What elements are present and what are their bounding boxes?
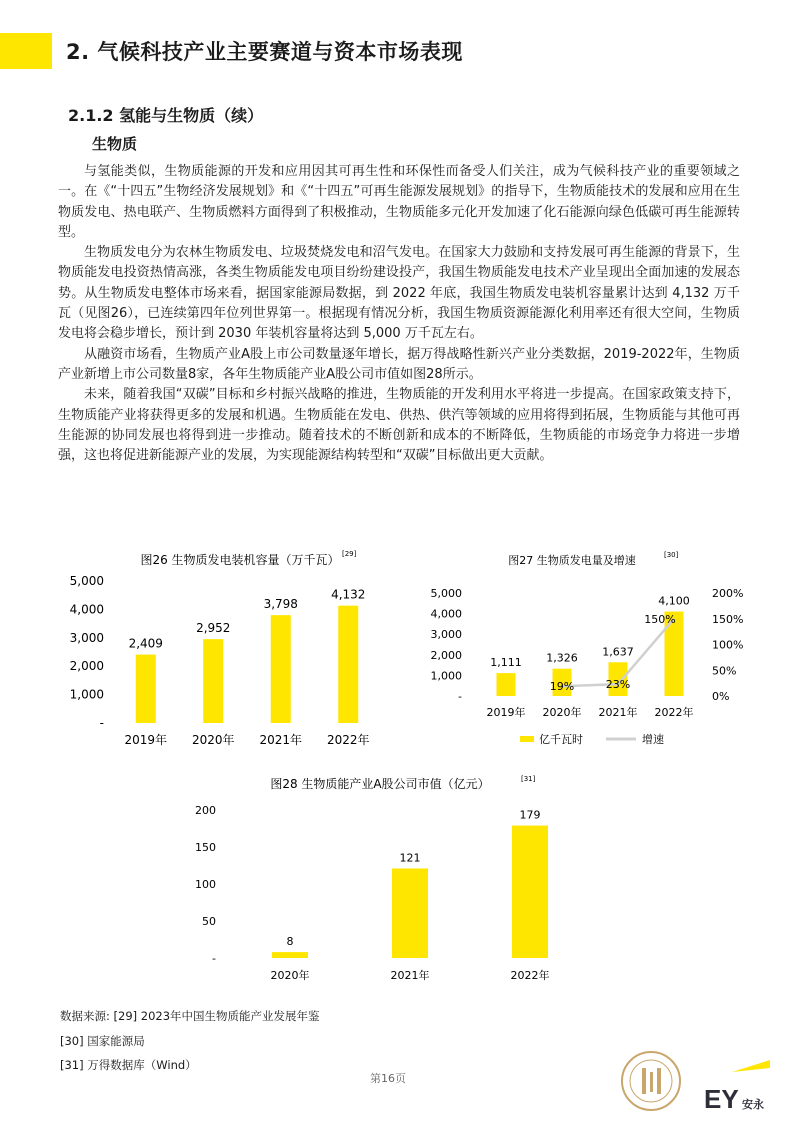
source-note: 数据来源: [29] 2023年中国生物质能产业发展年鉴 [60,1009,320,1023]
y-tick-label: 1,000 [69,687,104,702]
x-tick-label: 2022年 [510,969,550,982]
bar-value-label: 4,132 [331,587,366,602]
y-tick-label: 2,000 [69,659,104,674]
x-tick-label: 2020年 [270,969,310,982]
section-title: 2.1.2 氢能与生物质（续） [68,106,264,125]
chart-ref: [30] [664,551,679,559]
bar-value-label: 3,798 [263,597,298,612]
bar-value-label: 179 [519,808,541,822]
bar-value-label: 1,111 [490,656,522,670]
x-tick-label: 2020年 [542,706,582,719]
bar-value-label: 1,637 [602,645,634,659]
chart-title: 图27 生物质发电量及增速 [508,554,636,567]
y-tick-label: - [458,690,462,703]
bar-value-label: 121 [399,851,421,865]
svg-text:安永: 安永 [742,1098,764,1111]
paragraph: 生物质发电分为农林生物质发电、垃圾焚烧发电和沼气发电。在国家大力鼓励和支持发展可再生能源的背景下，生物质能发电投资热情高涨，各类生物质能发电项目纷纷建设投产，我国生物质能发电技术产业呈现出全面加速的发展态势。从生物质发电整体市场来看，据国家能源局数据，到 2022 年底，我国生物质发电装机容量累计达到 4,132 万千瓦（见图26），已连续第四年位列世界第一。根据现有情况分析，我国生物质资源能源化利用率还有很大空间，生物质发电将会稳步增长，预计到 2030 年装机容量将达到 5,000 万千瓦左右。 [58,245,740,342]
growth-value-label: 23% [605,678,631,692]
bar [497,673,516,696]
y2-tick-label: 50% [712,664,737,678]
institute-seal-logo [620,1050,682,1112]
svg-text:EY: EY [704,1084,739,1114]
x-tick-label: 2021年 [259,733,303,747]
chart-fig26 [60,540,400,755]
source-note: [31] 万得数据库（Wind） [60,1058,197,1072]
legend-label: 增速 [642,733,664,746]
y-tick-label: 3,000 [430,628,462,642]
x-tick-label: 2022年 [654,706,694,719]
y-tick-label: 4,000 [430,607,462,621]
paragraph: 未来，随着我国“双碳”目标和乡村振兴战略的推进，生物质能的开发利用水平将进一步提高。在国家政策支持下，生物质能产业将获得更多的发展和机遇。生物质能在发电、供热、供汽等领域的应用将得到拓展，生物质能与其他可再生能源的协同发展也将得到进一步推动。随着技术的不断创新和成本的不断降低，生物质能的市场竞争力将进一步增强，这也将促进新能源产业的发展，为实现能源结构转型和“双碳”目标做出更大贡献。 [58,387,740,464]
y-tick-label: 100 [195,878,216,891]
growth-value-label: 150% [644,612,676,626]
bar-value-label: 4,100 [658,594,690,608]
y-tick-label: 5,000 [69,574,104,588]
x-tick-label: 2019年 [486,706,526,719]
x-tick-label: 2020年 [191,733,235,747]
y-tick-label: 200 [195,804,216,817]
bar [512,826,548,958]
y-tick-label: 2,000 [430,648,462,662]
x-tick-label: 2019年 [124,733,168,747]
chart-ref: [31] [521,775,536,783]
body-text [58,162,740,466]
bar-value-label: 2,952 [196,621,231,636]
ey-logo [702,1058,772,1114]
x-tick-label: 2021年 [598,706,638,719]
bar [271,615,291,723]
subsection-title: 生物质 [92,135,138,153]
y-tick-label: - [212,952,216,965]
y2-tick-label: 150% [712,612,744,626]
header-accent-bar [0,33,52,69]
page-number: 第16页 [370,1072,406,1085]
bar-value-label: 2,409 [128,636,163,651]
growth-value-label: 19% [549,680,575,694]
bar [136,655,156,723]
bar [203,639,223,723]
y2-tick-label: 100% [712,638,744,652]
paragraph: 与氢能类似，生物质能源的开发和应用因其可再生性和环保性而备受人们关注，成为气候科技产业的重要领域之一。在《“十四五”生物经济发展规划》和《“十四五”可再生能源发展规划》的指导下，生物质能技术的发展和应用在生物质发电、热电联产、生物质燃料方面得到了积极推动，生物质能多元化开发加速了化石能源向绿色低碳可再生能源转型。 [58,164,740,240]
chart-title: 图28 生物质能产业A股公司市值（亿元） [270,777,490,791]
legend-label: 亿千瓦时 [539,733,583,746]
chart-fig28 [190,770,590,990]
x-tick-label: 2022年 [326,733,370,747]
y-tick-label: 150 [195,841,216,854]
bar [392,868,428,958]
y2-tick-label: 200% [712,587,744,600]
bar [338,606,358,723]
y-tick-label: 1,000 [430,669,462,683]
y-tick-label: 3,000 [69,630,104,645]
bar-value-label: 8 [286,935,294,949]
y-tick-label: - [99,716,104,730]
legend-swatch-bars [520,736,534,742]
x-tick-label: 2021年 [390,969,430,982]
y-tick-label: 5,000 [430,587,462,600]
y2-tick-label: 0% [712,690,730,703]
paragraph: 从融资市场看，生物质产业A股上市公司数量逐年增长，据万得战略性新兴产业分类数据，2019-2022年，生物质产业新增上市公司数量8家，各年生物质能产业A股公司市值如图28所示。 [58,346,740,382]
chart-fig27 [410,540,770,755]
page-title: 2. 气候科技产业主要赛道与资本市场表现 [66,40,463,64]
bar-value-label: 1,326 [546,651,578,665]
chart-ref: [29] [342,550,357,558]
chart-title: 图26 生物质发电装机容量（万千瓦） [140,553,340,567]
source-note: [30] 国家能源局 [60,1034,145,1048]
y-tick-label: 4,000 [69,602,104,617]
y-tick-label: 50 [202,915,216,928]
bar [272,952,308,958]
